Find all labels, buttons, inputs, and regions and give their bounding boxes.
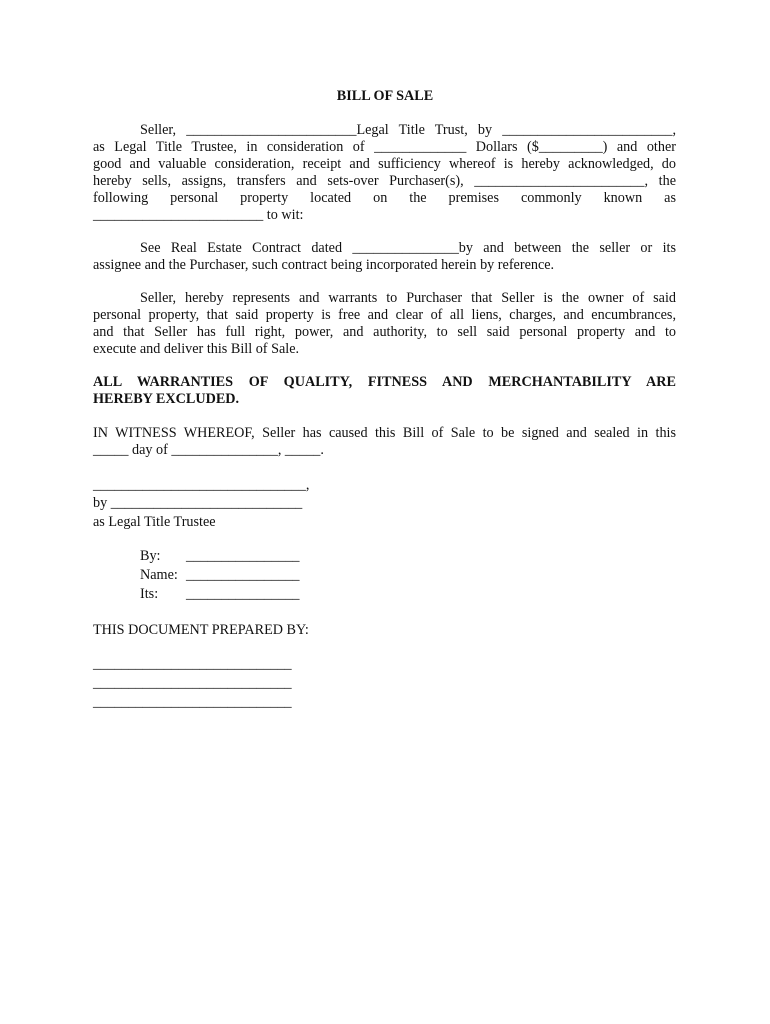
paragraph-line: _____ day of _______________, _____. xyxy=(93,441,324,458)
paragraph-line: and that Seller has full right, power, and authority, to sell said personal property and to xyxy=(93,323,676,340)
its-blank: ________________ xyxy=(186,586,300,602)
prepared-by-line: ____________________________ xyxy=(93,656,292,672)
its-label: Its: xyxy=(140,586,159,602)
paragraph-line: following personal property located on the premises commonly known as xyxy=(93,189,676,206)
paragraph-line: Seller, hereby represents and warrants to Purchaser that Seller is the owner of said xyxy=(140,290,676,306)
paragraph-line: HEREBY EXCLUDED. xyxy=(93,390,240,407)
paragraph-line: Seller, ________________________Legal Title Trust, by ________________________, xyxy=(140,122,676,138)
by-label: By: xyxy=(140,548,161,564)
paragraph-line: hereby sells, assigns, transfers and sets-over Purchaser(s), ________________________, the xyxy=(93,172,676,189)
paragraph-line: ________________________ to wit: xyxy=(93,206,304,223)
trust-signature-line: ______________________________, xyxy=(93,477,310,493)
contract-reference-paragraph xyxy=(93,240,676,274)
representations-paragraph xyxy=(93,290,676,358)
paragraph-line: assignee and the Purchaser, such contract being incorporated herein by reference. xyxy=(93,256,555,273)
by-row xyxy=(140,548,300,565)
prepared-by-line: ____________________________ xyxy=(93,694,292,710)
prepared-by-line: ____________________________ xyxy=(93,675,292,691)
prepared-by-heading: THIS DOCUMENT PREPARED BY: xyxy=(93,622,309,638)
paragraph-line: execute and deliver this Bill of Sale. xyxy=(93,340,300,357)
trustee-label: as Legal Title Trustee xyxy=(93,514,216,530)
conveyance-paragraph xyxy=(93,122,676,223)
name-blank: ________________ xyxy=(186,567,300,583)
paragraph-line: See Real Estate Contract dated _______________by and between the seller or its xyxy=(140,240,676,256)
warranty-exclusion xyxy=(93,374,676,408)
paragraph-line: ALL WARRANTIES OF QUALITY, FITNESS AND MERCHANTABILITY ARE xyxy=(93,374,676,390)
by-signature-line: by ___________________________ xyxy=(93,495,303,511)
by-blank: ________________ xyxy=(186,548,300,564)
paragraph-line: IN WITNESS WHEREOF, Seller has caused this Bill of Sale to be signed and sealed in this xyxy=(93,425,676,441)
witness-clause xyxy=(93,425,676,459)
paragraph-line: good and valuable consideration, receipt and sufficiency whereof is hereby acknowledged, do xyxy=(93,155,676,172)
document-title: BILL OF SALE xyxy=(336,88,434,104)
paragraph-line: personal property, that said property is free and clear of all liens, charges, and encumbrances, xyxy=(93,306,676,323)
paragraph-line: as Legal Title Trustee, in consideration of _____________ Dollars ($_________) and other xyxy=(93,138,676,155)
name-label: Name: xyxy=(140,567,178,583)
its-row xyxy=(140,586,300,603)
name-row xyxy=(140,567,300,584)
